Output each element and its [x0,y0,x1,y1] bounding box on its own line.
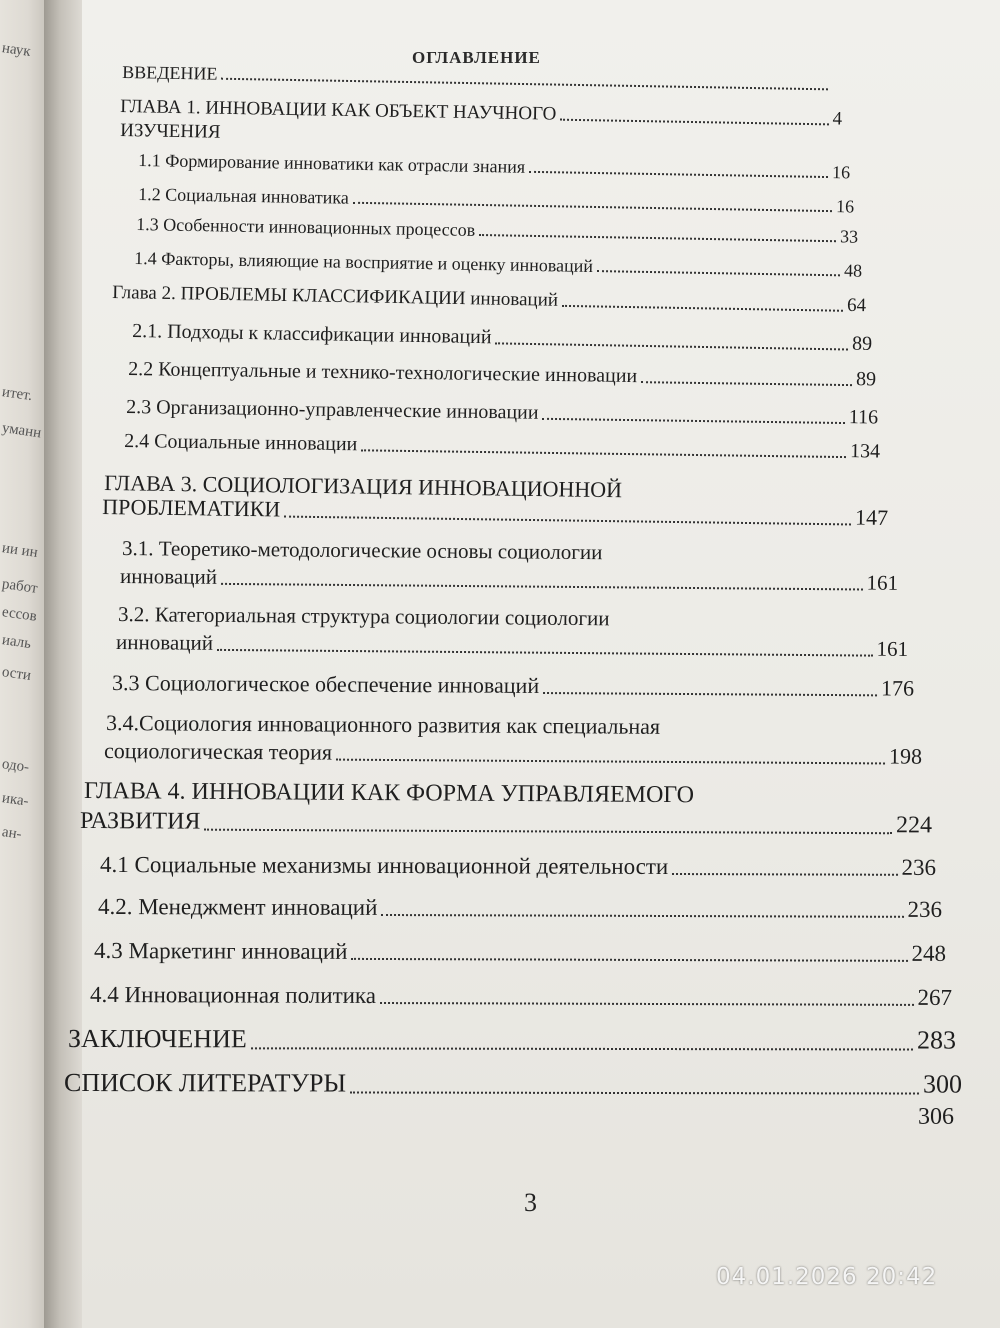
toc-entry-label: 2.4 Социальные инновации [124,430,358,456]
toc-entry-page: 224 [895,812,933,839]
dot-leader [221,78,828,91]
toc-entry [112,670,914,702]
toc-entry-label: ГЛАВА 3. СОЦИОЛОГИЗАЦИЯ ИННОВАЦИОННОЙ [104,470,623,503]
toc-entry-page: 300 [923,1069,963,1099]
toc-entry-label: 4.3 Маркетинг инноваций [94,938,348,964]
dot-leader [251,1047,913,1050]
dot-leader [672,873,897,876]
toc-entry-page: 176 [880,675,915,701]
toc-entry [116,630,908,662]
toc-entry-label-continued: ПРОБЛЕМАТИКИ [102,494,281,522]
left-page-fragment: уманн [0,420,43,442]
toc-entry [102,494,888,531]
dot-leader [543,692,877,696]
left-page-fragment: ии ин [0,540,39,561]
toc-entry-label: 1.3 Особенности инновационных процессов [136,214,476,240]
toc-entry-label: 2.2 Концептуальные и технико-технологические инновации [128,358,638,388]
toc-entry [104,738,922,770]
toc-entry-page: 236 [901,854,937,880]
toc-entry-label: 1.4 Факторы, влияющие на восприятие и оценку инноваций [134,248,594,277]
toc-entry-label: 3.4.Социология инновационного развития как специальная [106,710,661,739]
toc-entry-page: 147 [854,504,889,530]
toc-entry [90,982,952,1011]
toc-entry [136,214,858,248]
left-page-fragment: работ [0,576,39,597]
toc-entry-page: 267 [917,984,953,1011]
toc-entry-label-continued: социологическая теория [104,738,333,765]
toc-entry-label: 3.3 Социологическое обеспечение инноваций [112,670,540,698]
dot-leader [350,1091,919,1094]
dot-leader [217,649,873,657]
dot-leader [495,342,848,350]
toc-entry [64,1068,962,1100]
toc-trailing-page: 306 [918,1104,954,1130]
toc-entry-label: 3.2. Категориальная структура социологии социологии [118,602,610,631]
toc-entry-label: 4.2. Менеджмент инноваций [98,894,378,920]
toc-entry-page: 4 [832,108,843,130]
toc-entry-page: 161 [866,570,899,595]
toc-entry-label: 4.1 Социальные механизмы инновационной деятельности [100,852,669,879]
dot-leader [542,418,844,424]
toc-entry-page: 33 [839,226,859,247]
toc-entry [134,248,862,282]
toc-entry-label: ГЛАВА 4. ИННОВАЦИИ КАК ФОРМА УПРАВЛЯЕМОГО [84,778,695,809]
toc-entry [120,96,842,131]
dot-leader [381,914,903,918]
toc-entry [138,184,854,217]
toc-entry [138,150,850,183]
toc-entry-label: 4.4 Инновационная политика [90,982,377,1008]
toc-entry-page: 48 [843,260,863,281]
toc-entry-page: 89 [855,368,877,391]
toc-entry-page: 161 [876,636,909,661]
left-page-fragment: наук [0,40,32,60]
photo-timestamp: 04.01.2026 20:42 [716,1264,938,1290]
toc-entry-label-continued: ИЗУЧЕНИЯ [120,120,221,143]
toc-entry-page: 89 [851,332,873,355]
toc-entry [100,852,936,881]
dot-leader [204,829,892,835]
toc-entry-label: Глава 2. ПРОБЛЕМЫ КЛАССИФИКАЦИИ инноваций [112,282,559,311]
left-page-fragment: иаль [0,632,33,652]
left-page-fragment: ости [0,664,33,684]
dot-leader [479,234,836,242]
toc-entry-label: 2.3 Организационно-управленческие инновации [126,396,539,424]
toc-entry-label: СПИСОК ЛИТЕРАТУРЫ [64,1068,347,1098]
toc-entry-label: 3.1. Теоретико-методологические основы социологии [122,536,603,565]
left-page-fragment: ика- [0,790,30,810]
toc-entry-page: 198 [888,743,923,769]
dot-leader [336,759,885,765]
toc-entry-label-continued: РАЗВИТИЯ [80,808,201,835]
toc-entry-label: 2.1. Подходы к классификации инноваций [132,320,492,349]
toc-entry-page: 64 [846,294,867,317]
dot-leader [353,202,832,212]
left-page-fragment: одо- [0,756,31,776]
left-page-fragment: итет. [0,384,34,405]
dot-leader [284,516,851,526]
toc-entry-label: ЗАКЛЮЧЕНИЕ [68,1024,247,1054]
toc-entry [80,808,932,839]
dot-leader [361,449,846,458]
toc-entry [120,564,898,596]
dot-leader [597,270,840,276]
toc-entry-label: 1.2 Социальная инноватика [138,184,349,208]
dot-leader [221,583,863,591]
toc-entry [68,1024,956,1056]
toc-entry-label-continued: инноваций [120,564,218,589]
toc-entry-page: 16 [831,162,851,183]
left-page-fragment: ан- [0,824,23,843]
toc-entry-page: 248 [911,940,947,966]
toc-entry [94,938,946,967]
toc-entry [126,396,878,429]
toc-entry-page: 283 [917,1025,957,1055]
dot-leader [529,171,828,178]
dot-leader [560,119,828,126]
dot-leader [351,958,907,962]
toc-heading: ОГЛАВЛЕНИЕ [412,48,541,67]
toc-entry-page: 134 [849,440,881,463]
dot-leader [641,381,852,386]
toc-entry-label: ВВЕДЕНИЕ [122,62,218,84]
toc-entry-page: 236 [907,896,943,922]
toc-entry-label: ГЛАВА 1. ИННОВАЦИИ КАК ОБЪЕКТ НАУЧНОГО [120,96,557,125]
toc-entry-label-continued: инноваций [116,630,214,655]
dot-leader [380,1002,914,1006]
toc-entry-page: 16 [835,196,855,217]
toc-entry [128,358,876,391]
toc-entry [112,282,866,317]
page-number: 3 [524,1188,537,1217]
left-page-fragment: ессов [0,604,38,625]
toc-entry [124,430,880,464]
toc-entry-label: 1.1 Формирование инноватики как отрасли знания [138,150,526,177]
toc-entry [132,320,872,356]
dot-leader [562,305,843,312]
toc-entry [98,894,942,923]
toc-entry-page: 116 [848,406,879,429]
